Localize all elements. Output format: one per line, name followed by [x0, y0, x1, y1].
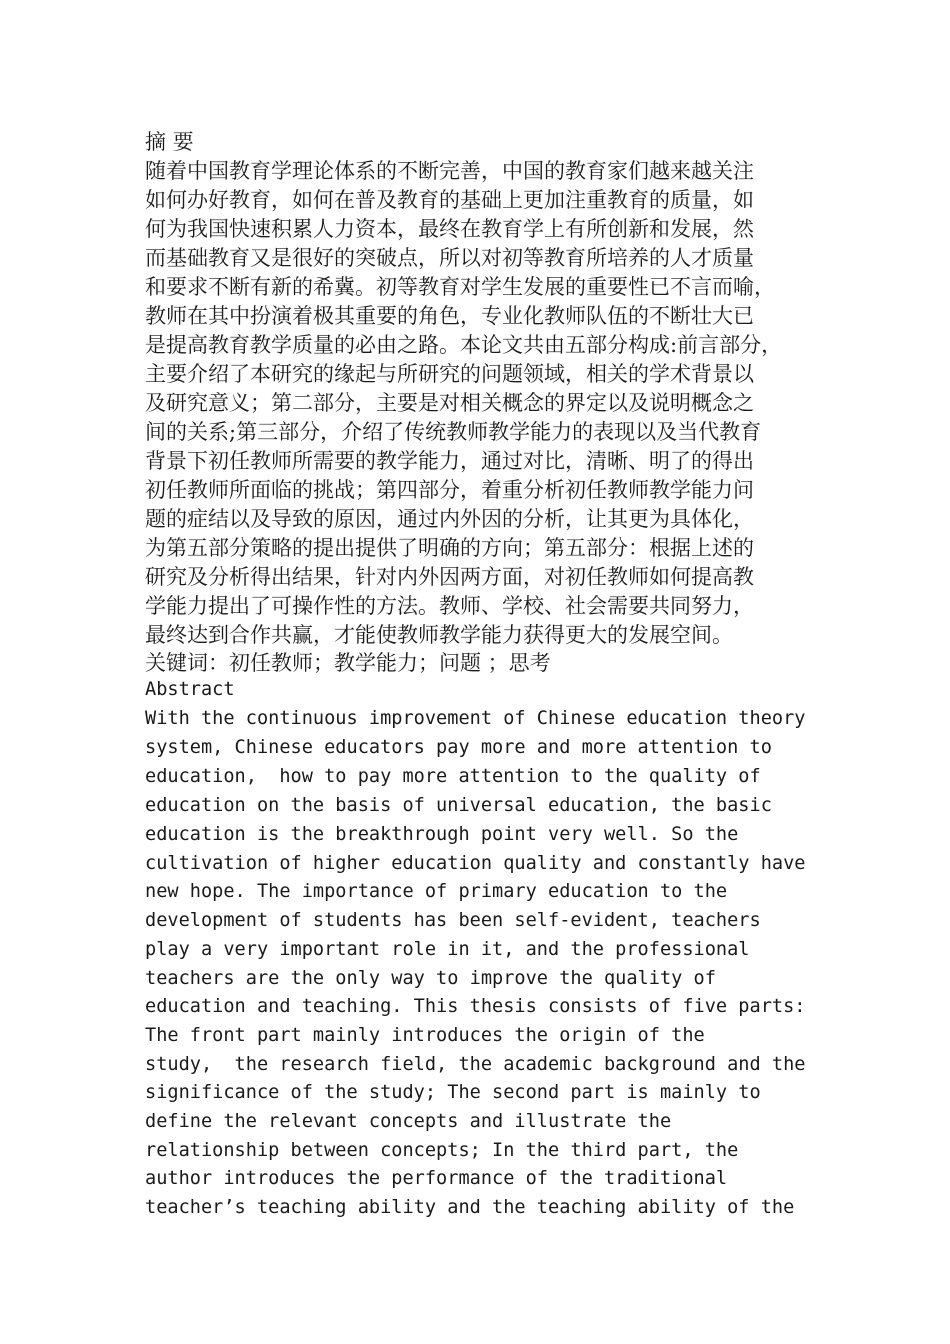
abstract-cn-line: 而基础教育又是很好的突破点，所以对初等教育所培养的人才质量 [145, 246, 754, 270]
abstract-cn-line: 随着中国教育学理论体系的不断完善，中国的教育家们越来越关注 [145, 159, 754, 183]
abstract-cn-line: 是提高教育教学质量的必由之路。本论文共由五部分构成:前言部分， [145, 333, 783, 357]
keywords-line: 关键词：初任教师；教学能力；问题 ；思考 [145, 651, 551, 675]
abstract-cn-line: 及研究意义；第二部分，主要是对相关概念的界定以及说明概念之 [145, 391, 754, 415]
abstract-cn-line: 间的关系;第三部分，介绍了传统教师教学能力的表现以及当代教育 [145, 420, 762, 444]
abstract-cn-line: 何为我国快速积累人力资本，最终在教育学上有所创新和发展，然 [145, 217, 754, 241]
abstract-en-line: education is the breakthrough point very well. So the [145, 824, 739, 845]
abstract-en-line: relationship between concepts; In the third part, the [145, 1140, 739, 1161]
abstract-en-line: teachers are the only way to improve the quality of [145, 968, 716, 989]
abstract-en-line: system, Chinese educators pay more and more attention to [145, 737, 772, 758]
abstract-en-line: define the relevant concepts and illustrate the [145, 1111, 672, 1132]
abstract-en-line: cultivation of higher education quality and constantly have [145, 853, 806, 874]
abstract-en-line: education on the basis of universal education, the basic [145, 795, 772, 816]
abstract-cn-line: 初任教师所面临的挑战；第四部分，着重分析初任教师教学能力问 [145, 478, 754, 502]
abstract-cn-line: 背景下初任教师所需要的教学能力，通过对比，清晰、明了的得出 [145, 449, 754, 473]
abstract-cn-line: 主要介绍了本研究的缘起与所研究的问题领域，相关的学术背景以 [145, 362, 754, 386]
abstract-en-line: With the continuous improvement of Chinese education theory [145, 708, 806, 729]
abstract-en-line: The front part mainly introduces the origin of the [145, 1025, 705, 1046]
abstract-en-line: play a very important role in it, and the professional [145, 939, 750, 960]
abstract-cn-line: 为第五部分策略的提出提供了明确的方向；第五部分：根据上述的 [145, 536, 754, 560]
abstract-en-line: significance of the study; The second part is mainly to [145, 1082, 761, 1103]
abstract-en-line: education, how to pay more attention to the quality of [145, 766, 761, 787]
abstract-en-line: new hope. The importance of primary education to the [145, 881, 728, 902]
abstract-en-line: study, the research field, the academic background and the [145, 1054, 806, 1075]
abstract-cn-line: 学能力提出了可操作性的方法。教师、学校、社会需要共同努力， [145, 594, 754, 618]
abstract-en-line: development of students has been self-evident, teachers [145, 910, 761, 931]
abstract-cn-line: 教师在其中扮演着极其重要的角色，专业化教师队伍的不断壮大已 [145, 304, 754, 328]
abstract-en-heading: Abstract [145, 679, 235, 700]
abstract-en-line: teacher’s teaching ability and the teaching ability of the [145, 1197, 795, 1218]
abstract-cn-heading: 摘 要 [145, 130, 194, 154]
abstract-cn-line: 如何办好教育，如何在普及教育的基础上更加注重教育的质量，如 [145, 188, 754, 212]
abstract-en-line: author introduces the performance of the traditional [145, 1168, 728, 1189]
abstract-en-line: education and teaching. This thesis consists of five parts: [145, 996, 806, 1017]
abstract-cn-line: 最终达到合作共赢，才能使教师教学能力获得更大的发展空间。 [145, 623, 733, 647]
abstract-cn-line: 研究及分析得出结果，针对内外因两方面，对初任教师如何提高教 [145, 565, 754, 589]
abstract-cn-line: 和要求不断有新的希冀。初等教育对学生发展的重要性已不言而喻， [145, 275, 775, 299]
abstract-cn-line: 题的症结以及导致的原因，通过内外因的分析，让其更为具体化， [145, 507, 754, 531]
